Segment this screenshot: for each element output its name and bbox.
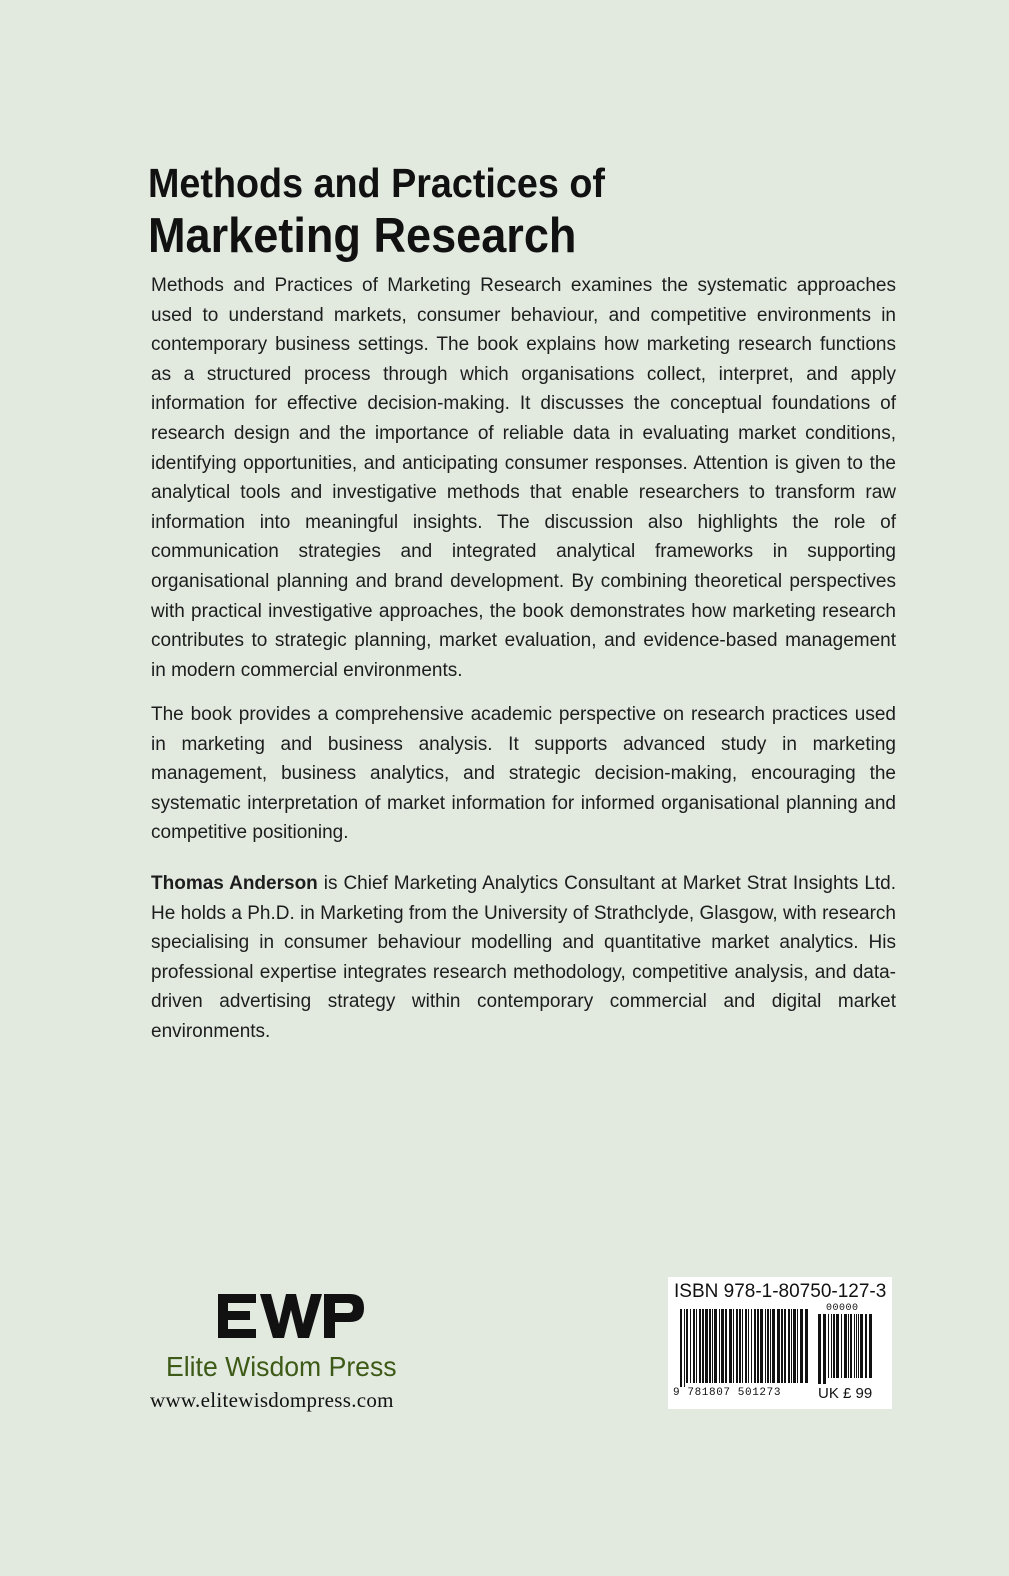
barcode-bar	[869, 1314, 872, 1378]
barcode-icon	[680, 1309, 812, 1389]
barcode-addon-digits: 00000	[826, 1303, 859, 1314]
barcode-bar	[854, 1314, 855, 1378]
barcode-bar	[751, 1309, 752, 1383]
barcode-bar	[745, 1309, 747, 1383]
publisher-name: Elite Wisdom Press	[166, 1351, 397, 1382]
barcode-bar	[770, 1309, 771, 1383]
barcode-bar	[733, 1309, 734, 1383]
barcode-bar	[844, 1314, 847, 1378]
barcode-bar	[754, 1309, 756, 1383]
barcode-bar	[772, 1309, 775, 1383]
barcode-bar	[686, 1309, 688, 1383]
author-bio-paragraph	[151, 869, 896, 1047]
barcode-bar	[709, 1309, 711, 1383]
barcode-bar	[797, 1309, 798, 1383]
barcode-bar	[693, 1309, 695, 1383]
book-title-line-1: Methods and Practices of	[148, 160, 605, 206]
barcode-bar	[800, 1309, 803, 1383]
isbn-number: ISBN 978-1-80750-127-3	[674, 1281, 887, 1302]
barcode-bar	[684, 1309, 685, 1389]
publisher-logo	[218, 1290, 366, 1347]
publisher-url: www.elitewisdompress.com	[150, 1388, 394, 1412]
author-bio-text: is Chief Marketing Analytics Consultant at Market Strat Insights Ltd. He holds a Ph.D. in Marketing from the University of Strathclyde, Glasgow, with research specialising in consumer behaviour modelling and quantitative market analytics. His professional expertise integrates research methodology, competitive analysis, and data-driven advertising strategy within contemporary commercial and digital market environments.	[151, 873, 897, 1042]
barcode-bar	[767, 1309, 769, 1383]
barcode-bar	[833, 1314, 835, 1378]
barcode-bar	[788, 1309, 790, 1383]
barcode-bar	[742, 1309, 743, 1383]
barcode-bar	[858, 1314, 859, 1378]
barcode-bar	[725, 1309, 727, 1383]
barcode-bar	[739, 1309, 741, 1383]
barcode-bar	[823, 1314, 826, 1384]
barcode-bar	[736, 1309, 738, 1383]
barcode-bar	[760, 1309, 763, 1383]
barcode-bar	[712, 1309, 713, 1383]
barcode-bar	[831, 1314, 832, 1378]
book-title-line-2: Marketing Research	[148, 209, 577, 263]
barcode-bar	[856, 1314, 857, 1378]
barcode-bar	[818, 1314, 821, 1384]
barcode-bar	[848, 1314, 849, 1378]
description-paragraph-2: The book provides a comprehensive academic perspective on research practices used in marketing and business analysis. It supports advanced study in marketing management, business analytics, and strategic decision-making, encouraging the systematic interpretation of market information for informed organisational planning and competitive positioning.	[151, 704, 896, 844]
barcode-bar	[705, 1309, 708, 1383]
barcode-bar	[805, 1309, 808, 1383]
isbn-barcode-box	[668, 1277, 892, 1409]
barcode-bar	[777, 1309, 780, 1383]
barcode-bar	[690, 1309, 691, 1383]
barcode-digits: 9 781807 501273	[673, 1387, 782, 1399]
barcode-bar	[748, 1309, 749, 1383]
barcode-bar	[765, 1309, 766, 1383]
barcode-bar	[784, 1309, 786, 1383]
barcode-bar	[791, 1309, 792, 1383]
barcode-bar	[702, 1309, 704, 1383]
barcode-bar	[860, 1314, 863, 1378]
price-label: UK £ 99	[818, 1385, 873, 1402]
barcode-bar	[836, 1314, 839, 1378]
barcode-bar	[714, 1309, 717, 1383]
author-name: Thomas Anderson	[151, 873, 318, 894]
barcode-bar	[721, 1309, 724, 1383]
barcode-bar	[757, 1309, 759, 1383]
description-paragraph-1: Methods and Practices of Marketing Research examines the systematic approaches used to understand markets, consumer behaviour, and competitive environments in contemporary business settings. The book explains how marketing research functions as a structured process through which organisations collect, interpret, and apply information for effective decision-making. It discusses the conceptual foundations of research design and the importance of reliable data in evaluating market conditions, identifying opportunities, and anticipating consumer responses. Attention is given to the analytical tools and investigative methods that enable researchers to transform raw information into meaningful insights. The discussion also highlights the role of communication strategies and integrated analytical frameworks in supporting organisational planning and brand development. By combining theoretical perspectives with practical investigative approaches, the book demonstrates how marketing research contributes to strategic planning, market evaluation, and evidence-based management in modern commercial environments.	[151, 275, 896, 681]
barcode-bar	[719, 1309, 720, 1383]
barcode-bar	[696, 1309, 697, 1383]
publisher-logo-mark	[218, 1290, 366, 1342]
barcode-bar	[781, 1309, 783, 1383]
barcode-bar	[850, 1314, 852, 1378]
barcode-bar	[793, 1309, 796, 1383]
barcode-bar	[680, 1309, 682, 1389]
barcode-bar	[729, 1309, 732, 1383]
barcode-bar	[699, 1309, 701, 1383]
barcode-bar	[841, 1314, 842, 1378]
barcode-bar	[865, 1314, 867, 1378]
barcode-bar	[828, 1314, 829, 1378]
barcode-addon-icon	[818, 1314, 874, 1384]
